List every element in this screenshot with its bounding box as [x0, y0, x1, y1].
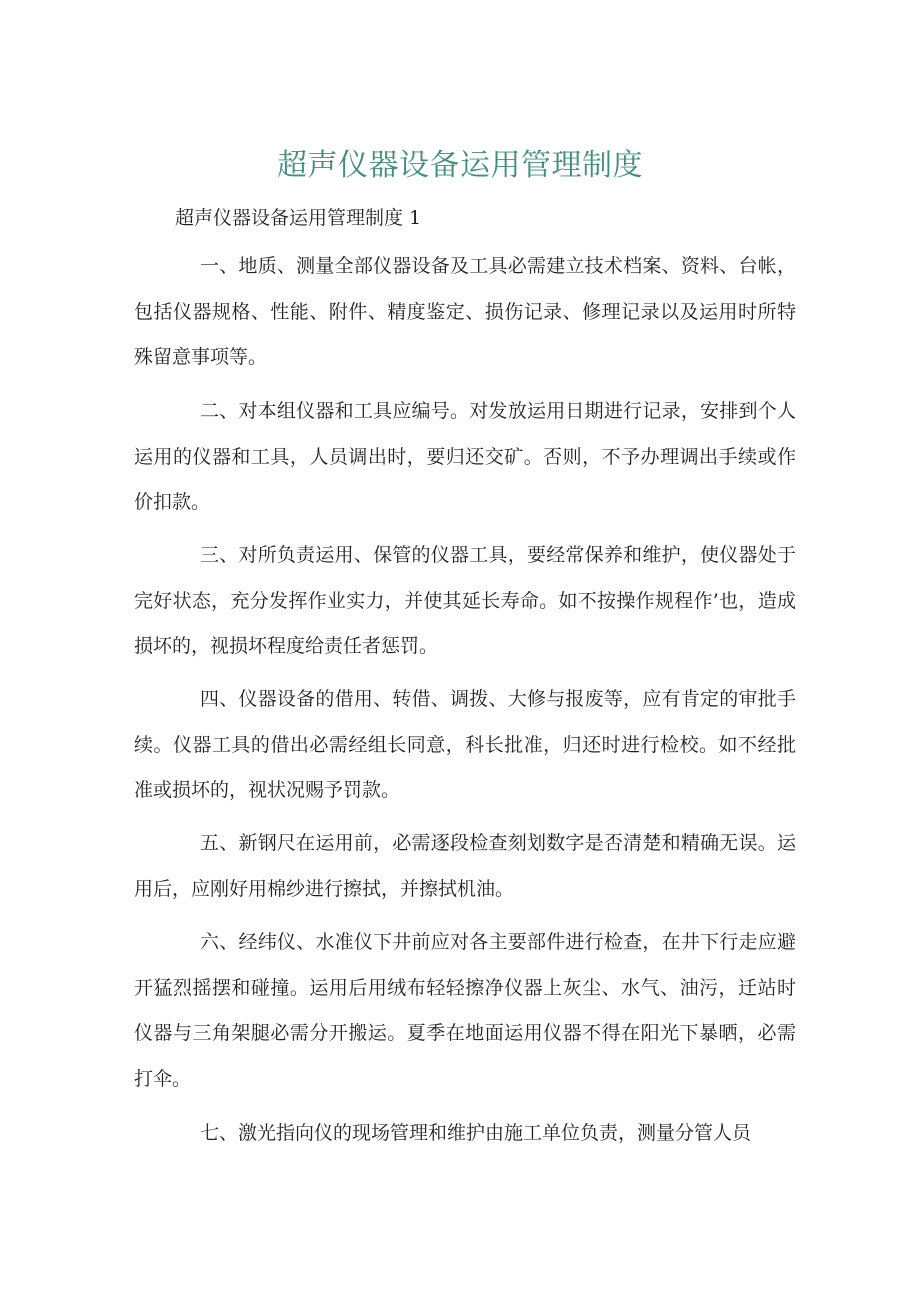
document-title: 超声仪器设备运用管理制度: [277, 148, 643, 183]
paragraph-5: 五、新钢尺在运用前，必需逐段检查刻划数字是否清楚和精确无误。运用后，应刚好用棉纱进行擦拭，并擦拭机油。: [134, 832, 796, 900]
paragraph-7: 七、激光指向仪的现场管理和维护由施工单位负责，测量分管人员: [200, 1122, 752, 1144]
paragraph-3: 三、对所负责运用、保管的仪器工具，要经常保养和维护，使仪器处于完好状态，充分发挥作业实力，并使其延长寿命。如不按操作规程作’也，造成损坏的，视损坏程度给责任者惩罚。: [134, 544, 796, 657]
paragraph-4: 四、仪器设备的借用、转借、调拨、大修与报废等，应有肯定的审批手续。仪器工具的借出必需经组长同意，科长批准，归还时进行检校。如不经批准或损坏的，视状况赐予罚款。: [134, 688, 796, 801]
paragraph-1: 一、地质、测量全部仪器设备及工具必需建立技术档案、资料、台帐，包括仪器规格、性能、附件、精度鉴定、损伤记录、修理记录以及运用时所特殊留意事项等。: [134, 255, 796, 368]
paragraph-2: 二、对本组仪器和工具应编号。对发放运用日期进行记录，安排到个人运用的仪器和工具，人员调出时，要归还交矿。否则，不予办理调出手续或作价扣款。: [134, 400, 796, 513]
document-subtitle: 超声仪器设备运用管理制度 1: [175, 207, 422, 229]
paragraph-6: 六、经纬仪、水准仪下井前应对各主要部件进行检查，在井下行走应避开猛烈摇摆和碰撞。运用后用绒布轻轻擦净仪器上灰尘、水气、油污，迁站时仪器与三角架腿必需分开搬运。夏季在地面运用仪器不得在阳光下暴晒，必需打伞。: [134, 931, 796, 1090]
